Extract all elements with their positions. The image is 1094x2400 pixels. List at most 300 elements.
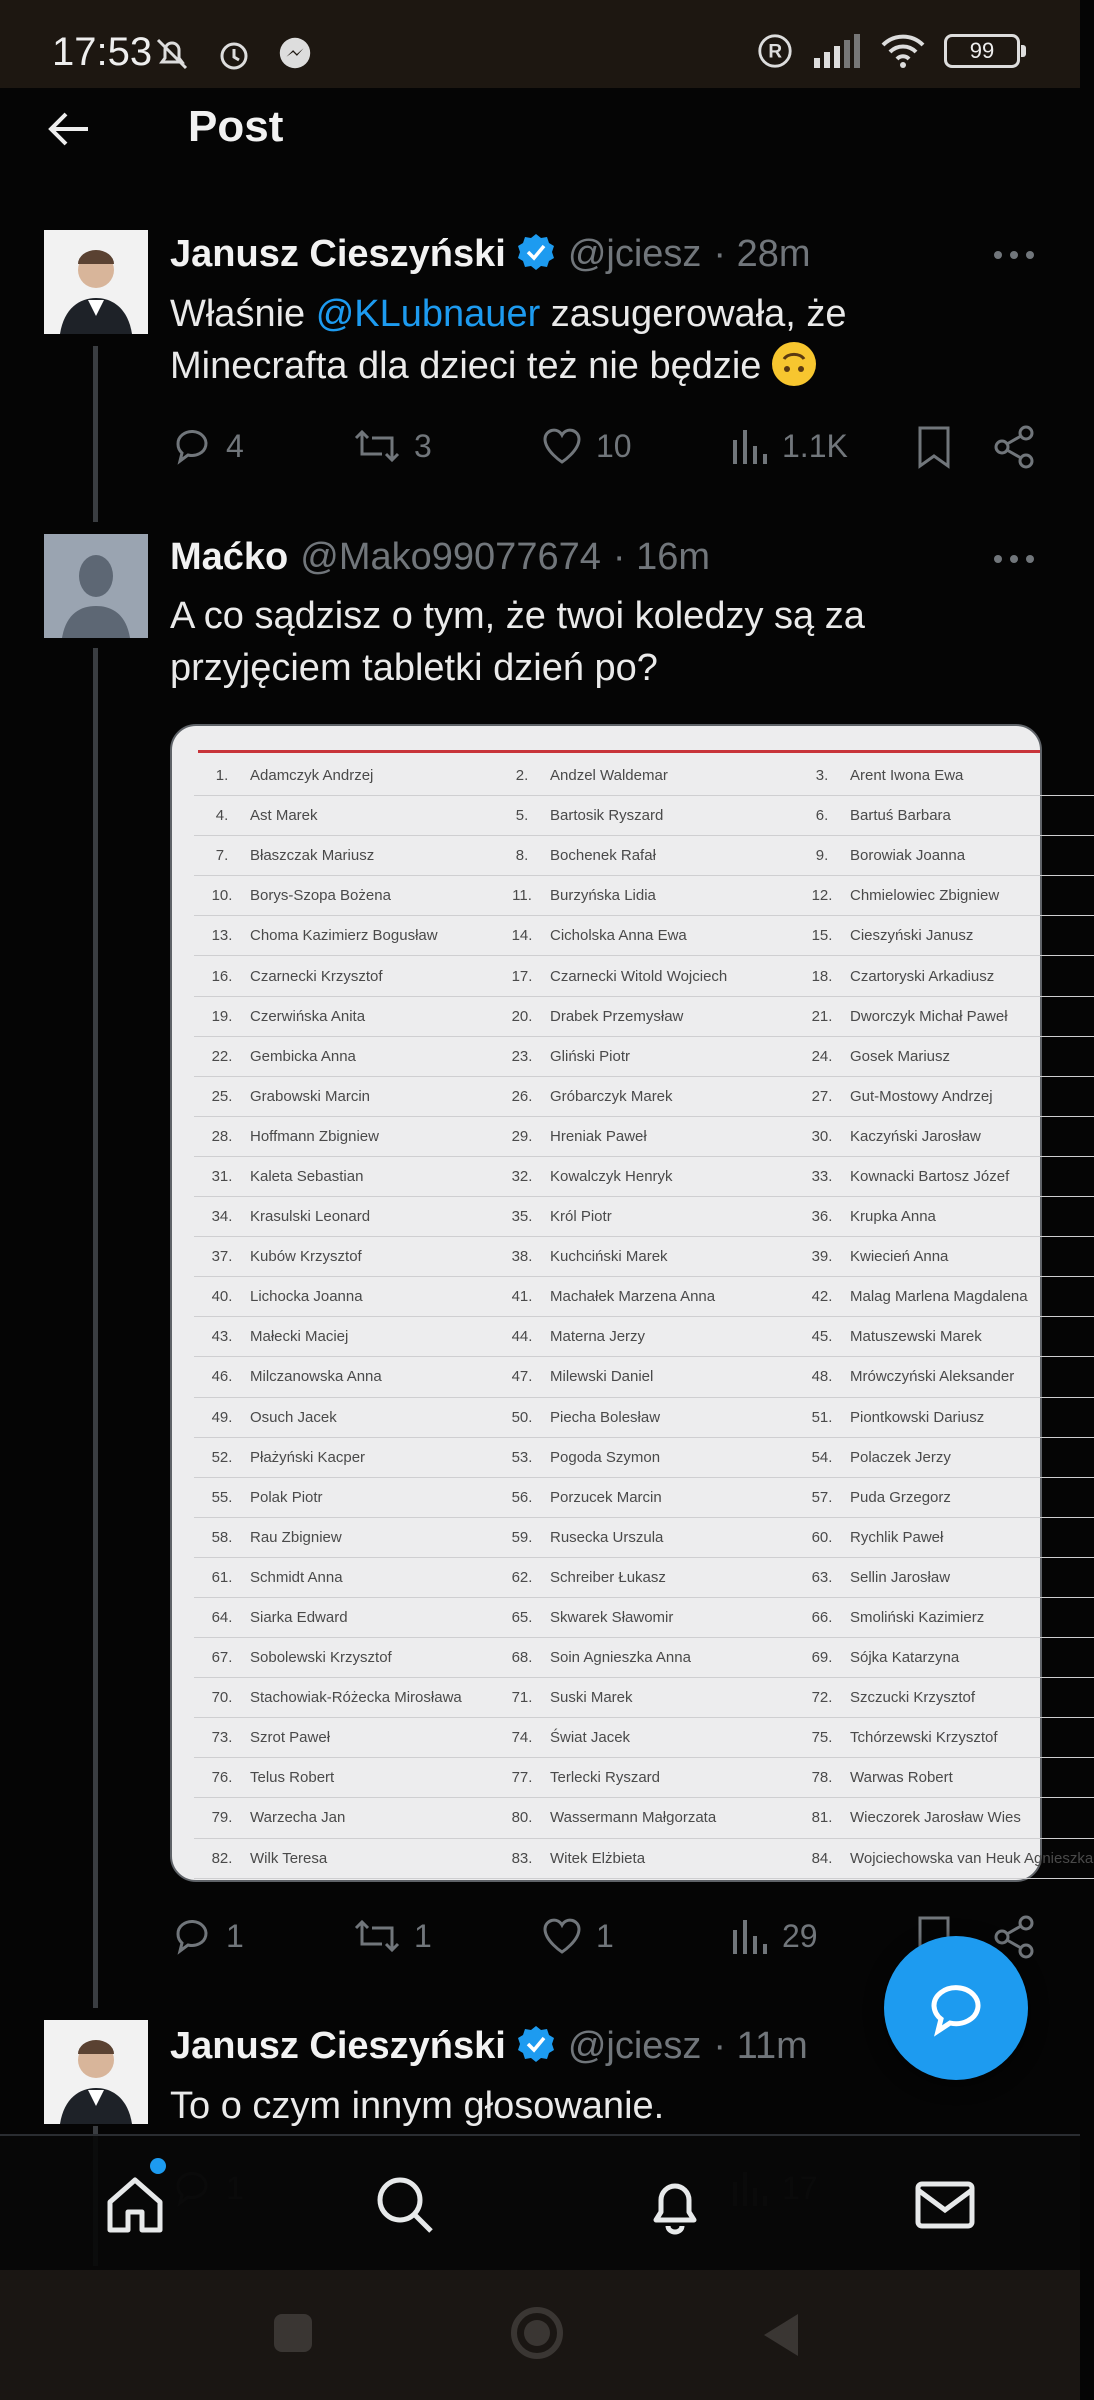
list-item	[794, 847, 1094, 864]
member-name: Czarnecki Witold Wojciech	[550, 967, 728, 985]
status-notification-icons	[152, 34, 314, 74]
member-name: Arent Iwona Ewa	[850, 767, 964, 785]
member-name: Tchórzewski Krzysztof	[850, 1729, 998, 1747]
member-name: Grabowski Marcin	[250, 1087, 371, 1105]
list-item	[194, 847, 494, 864]
list-item	[194, 1569, 494, 1586]
member-name: Rau Zbigniew	[250, 1528, 342, 1546]
member-name: Piontkowski Dariusz	[850, 1408, 985, 1426]
list-number: 43.	[211, 1328, 233, 1346]
list-item	[794, 1088, 1094, 1105]
list-item	[494, 1769, 794, 1786]
tweet-actions	[170, 424, 1040, 474]
list-item	[494, 1409, 794, 1426]
list-item	[494, 1489, 794, 1506]
member-name: Chmielowiec Zbigniew	[850, 887, 1000, 905]
views-chart-icon	[730, 1914, 770, 1958]
list-number: 32.	[511, 1167, 533, 1185]
like-button[interactable]	[540, 1914, 614, 1958]
table-row	[194, 1197, 1094, 1237]
member-name: Krupka Anna	[850, 1208, 936, 1226]
member-name: Kowalczyk Henryk	[550, 1167, 673, 1185]
home-notification-dot	[150, 2158, 166, 2174]
list-number: 23.	[511, 1047, 533, 1065]
list-number: 58.	[211, 1528, 233, 1546]
author-handle[interactable]: @jciesz	[567, 2025, 702, 2067]
table-row	[194, 1518, 1094, 1558]
table-row	[194, 836, 1094, 876]
list-item	[494, 1850, 794, 1867]
tweet-timestamp: · 16m	[612, 536, 710, 578]
list-item	[794, 1569, 1094, 1586]
list-item	[194, 1850, 494, 1867]
list-item	[194, 1048, 494, 1065]
messages-envelope-icon[interactable]	[912, 2172, 978, 2238]
avatar[interactable]	[44, 230, 148, 334]
list-number: 40.	[211, 1288, 233, 1306]
upside-down-face-emoji-icon	[772, 342, 816, 386]
list-number: 80.	[511, 1809, 533, 1827]
list-number: 14.	[511, 927, 533, 945]
list-item	[794, 807, 1094, 824]
list-number: 73.	[211, 1729, 233, 1747]
list-number: 54.	[811, 1448, 833, 1466]
member-name: Lichocka Joanna	[250, 1288, 363, 1306]
member-name: Borowiak Joanna	[850, 847, 966, 865]
member-name: Płażyński Kacper	[250, 1448, 366, 1466]
list-item	[194, 1208, 494, 1225]
member-name: Kaleta Sebastian	[250, 1167, 364, 1185]
profile-photo-icon	[44, 230, 148, 334]
list-item	[494, 1008, 794, 1025]
list-item	[194, 1008, 494, 1025]
list-number: 29.	[511, 1127, 533, 1145]
author-name[interactable]: Janusz Cieszyński	[170, 2025, 506, 2067]
member-name: Puda Grzegorz	[850, 1488, 951, 1506]
member-name: Malag Marlena Magdalena	[850, 1288, 1028, 1306]
list-item	[194, 1449, 494, 1466]
member-name: Soin Agnieszka Anna	[550, 1649, 691, 1667]
list-item	[494, 847, 794, 864]
thread-connector-line	[93, 346, 98, 522]
member-name: Świat Jacek	[550, 1729, 631, 1747]
notifications-bell-icon[interactable]	[642, 2172, 708, 2238]
member-name: Skwarek Sławomir	[550, 1609, 674, 1627]
table-row	[194, 1718, 1094, 1758]
list-item	[194, 1368, 494, 1385]
tweet-text: To o czym innym głosowanie.	[170, 2085, 665, 2127]
list-number: 6.	[815, 807, 829, 825]
list-number: 76.	[211, 1769, 233, 1787]
reply-button[interactable]	[170, 1914, 244, 1958]
member-name: Dworczyk Michał Paweł	[850, 1007, 1008, 1025]
list-number: 68.	[511, 1649, 533, 1667]
table-row	[194, 876, 1094, 916]
member-name: Piecha Bolesław	[550, 1408, 661, 1426]
member-name: Terlecki Ryszard	[550, 1769, 661, 1787]
list-number: 17.	[511, 967, 533, 985]
repost-count: 3	[414, 427, 432, 464]
search-icon[interactable]	[372, 2172, 438, 2238]
tweet-text: A co sądzisz o tym, że twoi koledzy są za przyjęciem tabletki dzień po?	[170, 595, 865, 689]
list-item	[194, 1088, 494, 1105]
alarm-icon	[214, 34, 254, 74]
member-name: Stachowiak-Różecka Mirosława	[250, 1689, 462, 1707]
list-number: 77.	[511, 1769, 533, 1787]
list-number: 55.	[211, 1488, 233, 1506]
table-row	[194, 1398, 1094, 1438]
list-number: 34.	[211, 1208, 233, 1226]
messenger-icon	[276, 34, 314, 72]
member-name: Król Piotr	[550, 1208, 612, 1226]
member-name: Osuch Jacek	[250, 1408, 337, 1426]
list-number: 18.	[811, 967, 833, 985]
more-options-icon[interactable]	[992, 248, 1036, 262]
reply-count: 4	[226, 427, 244, 464]
author-name[interactable]: Maćko	[170, 536, 289, 578]
views-chart-icon	[730, 424, 770, 468]
list-number: 2.	[515, 767, 529, 785]
list-item	[194, 1689, 494, 1706]
tweet-text	[170, 288, 1030, 392]
more-options-icon[interactable]	[992, 552, 1036, 566]
like-button[interactable]	[540, 424, 632, 468]
battery-level: 99	[969, 38, 995, 63]
list-item	[194, 1248, 494, 1265]
list-item	[194, 1409, 494, 1426]
table-row	[194, 1638, 1094, 1678]
mention-link[interactable]: @KLubnauer	[315, 293, 541, 335]
list-item	[494, 1128, 794, 1145]
member-name: Rusecka Urszula	[550, 1528, 664, 1546]
list-item	[494, 1729, 794, 1746]
list-item	[794, 1048, 1094, 1065]
list-number: 79.	[211, 1809, 233, 1827]
member-name: Hoffmann Zbigniew	[250, 1127, 379, 1145]
like-count: 1	[596, 1917, 614, 1954]
list-number: 84.	[811, 1849, 833, 1867]
member-name: Milczanowska Anna	[250, 1368, 382, 1386]
member-name: Telus Robert	[250, 1769, 335, 1787]
status-system-icons	[756, 32, 1020, 70]
list-item	[194, 1328, 494, 1345]
member-name: Witek Elżbieta	[550, 1849, 646, 1867]
member-name: Polak Piotr	[250, 1488, 323, 1506]
views-button[interactable]	[730, 424, 848, 468]
member-name: Polaczek Jerzy	[850, 1448, 951, 1466]
list-item	[794, 1489, 1094, 1506]
table-row	[194, 1558, 1094, 1598]
table-row	[194, 1478, 1094, 1518]
list-item	[194, 1729, 494, 1746]
status-time: 17:53	[52, 30, 153, 74]
member-name: Kwiecień Anna	[850, 1248, 949, 1266]
list-item	[494, 1328, 794, 1345]
list-number: 51.	[811, 1408, 833, 1426]
member-name: Schreiber Łukasz	[550, 1568, 666, 1586]
reply-count: 1	[226, 1917, 244, 1954]
views-count: 1.1K	[782, 427, 848, 464]
list-item	[194, 968, 494, 985]
list-number: 74.	[511, 1729, 533, 1747]
repost-icon	[352, 1914, 402, 1958]
member-name: Rychlik Paweł	[850, 1528, 944, 1546]
list-number: 39.	[811, 1248, 833, 1266]
list-number: 66.	[811, 1609, 833, 1627]
wifi-icon	[880, 33, 926, 69]
heart-icon	[540, 424, 584, 468]
list-item	[494, 927, 794, 944]
member-name: Wassermann Małgorzata	[550, 1809, 717, 1827]
list-number: 13.	[211, 927, 233, 945]
list-item	[194, 1288, 494, 1305]
list-item	[794, 1208, 1094, 1225]
list-number: 82.	[211, 1849, 233, 1867]
table-row	[194, 1317, 1094, 1357]
list-number: 41.	[511, 1288, 533, 1306]
table-row	[194, 1598, 1094, 1638]
home-circle-icon[interactable]	[508, 2304, 566, 2362]
member-name: Warzecha Jan	[250, 1809, 346, 1827]
like-count: 10	[596, 427, 632, 464]
list-number: 75.	[811, 1729, 833, 1747]
list-item	[794, 968, 1094, 985]
list-item	[494, 1609, 794, 1626]
tweet-timestamp: · 28m	[713, 233, 811, 275]
verified-badge-icon	[516, 2024, 556, 2064]
member-name: Bartosik Ryszard	[550, 807, 664, 825]
list-number: 31.	[211, 1167, 233, 1185]
table-row	[194, 756, 1094, 796]
list-number: 28.	[211, 1127, 233, 1145]
list-number: 42.	[811, 1288, 833, 1306]
list-number: 3.	[815, 767, 829, 785]
bookmark-icon[interactable]	[914, 424, 954, 470]
list-number: 26.	[511, 1087, 533, 1105]
member-name: Błaszczak Mariusz	[250, 847, 375, 865]
list-number: 35.	[511, 1208, 533, 1226]
list-number: 44.	[511, 1328, 533, 1346]
list-item	[794, 1288, 1094, 1305]
member-name: Kownacki Bartosz Józef	[850, 1167, 1010, 1185]
battery-icon	[944, 34, 1020, 68]
avatar[interactable]	[44, 2020, 148, 2124]
list-number: 21.	[811, 1007, 833, 1025]
list-number: 25.	[211, 1087, 233, 1105]
thread-connector-line	[93, 648, 98, 2008]
table-row	[194, 1438, 1094, 1478]
author-line	[170, 536, 710, 579]
list-number: 19.	[211, 1007, 233, 1025]
list-number: 83.	[511, 1849, 533, 1867]
list-number: 24.	[811, 1047, 833, 1065]
list-number: 16.	[211, 967, 233, 985]
author-line	[170, 232, 811, 276]
member-name: Szczucki Krzysztof	[850, 1689, 976, 1707]
list-item	[194, 1128, 494, 1145]
list-item	[194, 1489, 494, 1506]
table-row	[194, 956, 1094, 996]
list-item	[494, 807, 794, 824]
reply-icon	[170, 424, 214, 468]
member-name: Wilk Teresa	[250, 1849, 328, 1867]
member-name: Sobolewski Krzysztof	[250, 1649, 392, 1667]
member-name: Drabek Przemysław	[550, 1007, 684, 1025]
member-name: Cicholska Anna Ewa	[550, 927, 687, 945]
list-item	[794, 1809, 1094, 1826]
list-number: 33.	[811, 1167, 833, 1185]
member-name: Wojciechowska van Heuk Agnieszka	[850, 1849, 1094, 1867]
list-number: 67.	[211, 1649, 233, 1667]
member-name: Borys-Szopa Bożena	[250, 887, 391, 905]
author-handle[interactable]: @jciesz	[567, 233, 702, 275]
list-number: 46.	[211, 1368, 233, 1386]
list-item	[194, 767, 494, 784]
list-item	[194, 1529, 494, 1546]
home-icon[interactable]	[102, 2172, 168, 2238]
list-number: 38.	[511, 1248, 533, 1266]
list-item	[494, 1689, 794, 1706]
list-number: 70.	[211, 1689, 233, 1707]
member-name: Burzyńska Lidia	[550, 887, 656, 905]
list-number: 53.	[511, 1448, 533, 1466]
compose-reply-button[interactable]	[884, 1936, 1028, 2080]
author-handle[interactable]: @Mako99077674	[300, 536, 601, 578]
list-item	[194, 1168, 494, 1185]
list-item	[794, 1449, 1094, 1466]
member-name: Bochenek Rafał	[550, 847, 656, 865]
list-number: 61.	[211, 1568, 233, 1586]
recent-apps-icon[interactable]	[270, 2310, 316, 2356]
reply-icon	[170, 1914, 214, 1958]
member-name: Choma Kazimierz Bogusław	[250, 927, 438, 945]
repost-count: 1	[414, 1917, 432, 1954]
member-name: Cieszyński Janusz	[850, 927, 974, 945]
list-item	[794, 927, 1094, 944]
list-number: 7.	[215, 847, 229, 865]
member-name: Materna Jerzy	[550, 1328, 646, 1346]
back-arrow-icon[interactable]	[44, 104, 94, 154]
page-title: Post	[188, 102, 284, 151]
list-item	[794, 1649, 1094, 1666]
list-item	[494, 968, 794, 985]
tweet-text-part: Właśnie	[170, 293, 316, 335]
list-item	[794, 767, 1094, 784]
member-name: Wieczorek Jarosław Wies	[850, 1809, 1021, 1827]
list-number: 63.	[811, 1568, 833, 1586]
repost-button[interactable]	[352, 424, 432, 468]
list-item	[494, 887, 794, 904]
table-row	[194, 1678, 1094, 1718]
views-button[interactable]	[730, 1914, 818, 1958]
member-name: Czartoryski Arkadiusz	[850, 967, 995, 985]
list-item	[794, 1368, 1094, 1385]
list-number: 45.	[811, 1328, 833, 1346]
member-name: Matuszewski Marek	[850, 1328, 982, 1346]
tweet-text-part: zasugerowała, że Minecrafta dla dzieci też nie będzie	[170, 293, 847, 387]
table-row	[194, 1157, 1094, 1197]
avatar[interactable]	[44, 534, 148, 638]
member-name: Gliński Piotr	[550, 1047, 631, 1065]
list-item	[494, 1208, 794, 1225]
table-row	[194, 997, 1094, 1037]
list-number: 60.	[811, 1528, 833, 1546]
repost-button[interactable]	[352, 1914, 432, 1958]
list-number: 71.	[511, 1689, 533, 1707]
list-number: 37.	[211, 1248, 233, 1266]
list-item	[494, 1048, 794, 1065]
list-number: 22.	[211, 1047, 233, 1065]
system-navigation-bar	[0, 2270, 1080, 2400]
author-name[interactable]: Janusz Cieszyński	[170, 233, 506, 275]
bottom-navigation	[0, 2134, 1080, 2272]
list-item	[794, 1168, 1094, 1185]
member-name: Ast Marek	[250, 807, 318, 825]
list-number: 12.	[811, 887, 833, 905]
list-number: 56.	[511, 1488, 533, 1506]
list-number: 78.	[811, 1769, 833, 1787]
table-row	[194, 1277, 1094, 1317]
list-number: 1.	[215, 767, 229, 785]
list-item	[494, 1649, 794, 1666]
member-name: Machałek Marzena Anna	[550, 1288, 716, 1306]
status-bar	[0, 0, 1080, 88]
member-name: Gosek Mariusz	[850, 1047, 951, 1065]
image-divider	[198, 750, 1040, 753]
table-row	[194, 916, 1094, 956]
member-name: Czarnecki Krzysztof	[250, 967, 383, 985]
page-header	[0, 88, 1080, 168]
member-name: Smoliński Kazimierz	[850, 1609, 985, 1627]
list-item	[794, 1729, 1094, 1746]
list-number: 4.	[215, 807, 229, 825]
list-item	[794, 1328, 1094, 1345]
list-number: 11.	[512, 887, 532, 905]
svg-text:R: R	[768, 41, 783, 63]
list-number: 5.	[515, 807, 529, 825]
list-item	[194, 927, 494, 944]
list-number: 62.	[511, 1568, 533, 1586]
list-number: 52.	[211, 1448, 233, 1466]
back-triangle-icon[interactable]	[758, 2310, 804, 2360]
share-icon[interactable]	[992, 424, 1036, 470]
list-item	[494, 1809, 794, 1826]
tweet-image[interactable]	[170, 724, 1094, 1882]
table-row	[194, 796, 1094, 836]
list-item	[494, 1088, 794, 1105]
table-row	[194, 1798, 1094, 1838]
table-row	[194, 1117, 1094, 1157]
table-row	[194, 1077, 1094, 1117]
signal-icon	[812, 34, 862, 68]
list-number: 9.	[815, 847, 829, 865]
member-name: Hreniak Paweł	[550, 1127, 647, 1145]
tweet-timestamp: · 11m	[713, 2025, 808, 2067]
reply-button[interactable]	[170, 424, 244, 468]
table-row	[194, 1037, 1094, 1077]
list-number: 36.	[811, 1208, 833, 1226]
list-item	[494, 1368, 794, 1385]
list-item	[794, 1409, 1094, 1426]
member-name: Porzucek Marcin	[550, 1488, 662, 1506]
member-name: Kubów Krzysztof	[250, 1248, 362, 1266]
list-item	[794, 1128, 1094, 1145]
member-name: Kuchciński Marek	[550, 1248, 668, 1266]
list-item	[194, 1609, 494, 1626]
list-number: 48.	[811, 1368, 833, 1386]
list-item	[794, 1529, 1094, 1546]
member-name: Gut-Mostowy Andrzej	[850, 1087, 993, 1105]
